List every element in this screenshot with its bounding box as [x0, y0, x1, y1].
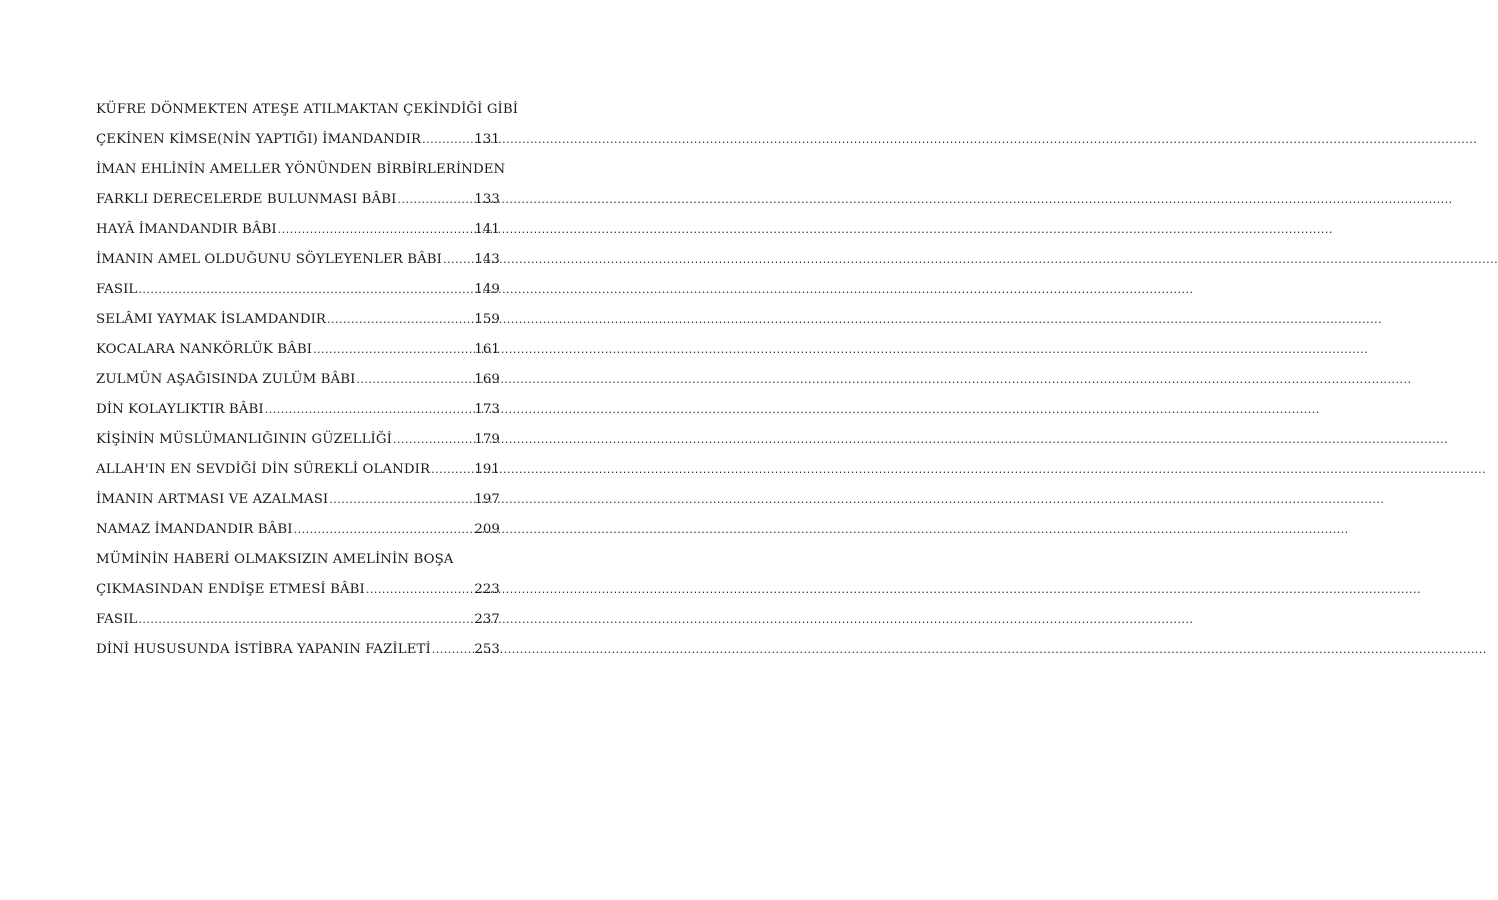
- toc-entry-title: KÜFRE DÖNMEKTEN ATEŞE ATILMAKTAN ÇEKİNDİĞİ GİBİ: [96, 102, 519, 117]
- toc-entry-page: 149: [474, 282, 500, 297]
- toc-entry: [96, 95, 519, 125]
- toc-entry: [96, 395, 500, 425]
- toc-entry-title: FASIL: [96, 282, 138, 297]
- dot-leader: [432, 635, 473, 665]
- toc-entry: [96, 305, 500, 335]
- toc-entry: [96, 515, 500, 545]
- dot-leader: [393, 425, 473, 455]
- toc-entry: [96, 605, 500, 635]
- dot-leader: [422, 125, 473, 155]
- toc-entry: [96, 245, 500, 275]
- toc-entry-title: KİŞİNİN MÜSLÜMANLIĞININ GÜZELLİĞİ: [96, 432, 392, 447]
- toc-entry-page: 237: [474, 612, 500, 627]
- toc-entry-page: 161: [474, 342, 500, 357]
- toc-entry-page: 179: [474, 432, 500, 447]
- toc-entry-page: 143: [474, 252, 500, 267]
- toc-entry-page: 169: [474, 372, 500, 387]
- toc-entry-page: 173: [474, 402, 500, 417]
- toc-entry-title: FASIL: [96, 612, 138, 627]
- toc-entry-title: FARKLI DERECELERDE BULUNMASI BÂBI: [96, 192, 397, 207]
- toc-entry-title: DİN KOLAYLIKTIR BÂBI: [96, 402, 264, 417]
- toc-entry: [96, 125, 500, 155]
- toc-entry-page: 223: [474, 582, 500, 597]
- toc-entry-page: 159: [474, 312, 500, 327]
- dot-leader: [356, 365, 473, 395]
- dot-leader: [294, 515, 474, 545]
- toc-entry: [96, 635, 500, 665]
- toc-entry: [96, 545, 500, 575]
- dot-leader: [366, 575, 473, 605]
- toc-entry-page: 141: [474, 222, 500, 237]
- book-page: [0, 0, 599, 900]
- toc-entry: [96, 215, 500, 245]
- toc-entry-title: NAMAZ İMANDANDIR BÂBI: [96, 522, 293, 537]
- toc-entry-title: KOCALARA NANKÖRLÜK BÂBI: [96, 342, 313, 357]
- toc-entry-title: ZULMÜN AŞAĞISINDA ZULÜM BÂBI: [96, 372, 356, 387]
- toc-entry: [96, 185, 500, 215]
- table-of-contents: [96, 95, 519, 665]
- toc-entry-title: HAYÂ İMANDANDIR BÂBI: [96, 222, 277, 237]
- toc-entry-title: SELÂMI YAYMAK İSLAMDANDIR: [96, 312, 327, 327]
- toc-entry: [96, 275, 500, 305]
- dot-leader: [431, 455, 473, 485]
- toc-entry-page: 133: [474, 192, 500, 207]
- dot-leader: [278, 215, 474, 245]
- toc-entry: [96, 155, 506, 185]
- toc-entry-page: 197: [474, 492, 500, 507]
- toc-entry-title: İMAN EHLİNİN AMELLER YÖNÜNDEN BİRBİRLERİNDEN: [96, 162, 506, 177]
- dot-leader: [443, 245, 473, 275]
- toc-entry-title: ÇEKİNEN KİMSE(NİN YAPTIĞI) İMANDANDIR: [96, 132, 422, 147]
- toc-entry-title: DİNİ HUSUSUNDA İSTİBRA YAPANIN FAZİLETİ: [96, 642, 431, 657]
- toc-entry-page: 253: [474, 642, 500, 657]
- dot-leader: [329, 485, 473, 515]
- toc-entry: [96, 335, 500, 365]
- toc-entry-title: İMANIN AMEL OLDUĞUNU SÖYLEYENLER BÂBI: [96, 252, 443, 267]
- toc-entry-page: 131: [474, 132, 500, 147]
- toc-entry: [96, 485, 500, 515]
- toc-entry: [96, 575, 500, 605]
- toc-entry-title: ÇIKMASINDAN ENDİŞE ETMESİ BÂBI: [96, 582, 365, 597]
- toc-entry-title: MÜMİNİN HABERİ OLMAKSIZIN AMELİNİN BOŞA: [96, 552, 454, 567]
- toc-entry: [96, 425, 500, 455]
- dot-leader: [138, 605, 473, 635]
- toc-entry-page: 209: [474, 522, 500, 537]
- toc-entry-title: İMANIN ARTMASI VE AZALMASI: [96, 492, 329, 507]
- dot-leader: [313, 335, 473, 365]
- dot-leader: [327, 305, 473, 335]
- dot-leader: [138, 275, 473, 305]
- dot-leader: [397, 185, 473, 215]
- toc-entry-page: 191: [474, 462, 500, 477]
- toc-entry: [96, 365, 500, 395]
- toc-entry: [96, 455, 500, 485]
- toc-entry-title: ALLAH'IN EN SEVDİĞİ DİN SÜREKLİ OLANDIR: [96, 462, 431, 477]
- dot-leader: [265, 395, 474, 425]
